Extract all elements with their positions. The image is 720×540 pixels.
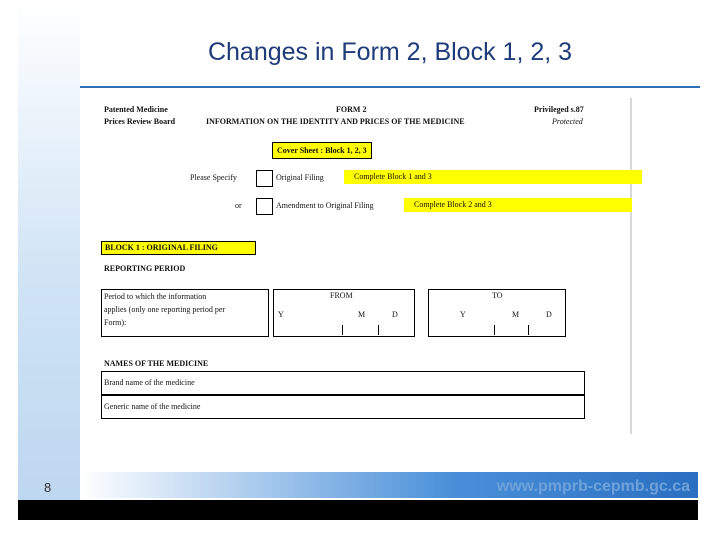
- from-month-label: M: [358, 310, 366, 319]
- from-divider-1: [342, 325, 343, 335]
- block1-label: BLOCK 1 : ORIGINAL FILING: [101, 241, 256, 255]
- slide-title: Changes in Form 2, Block 1, 2, 3: [207, 38, 573, 66]
- org-line-2: Prices Review Board: [104, 117, 176, 126]
- to-day-label: D: [546, 310, 552, 319]
- please-specify-label: Please Specify: [190, 173, 237, 182]
- period-text-line-3: Form):: [104, 318, 127, 327]
- form-title: FORM 2: [336, 105, 367, 114]
- complete-block-1-3-note: Complete Block 1 and 3: [344, 170, 642, 184]
- names-heading: NAMES OF THE MEDICINE: [104, 359, 209, 368]
- to-label: TO: [492, 291, 503, 300]
- footer-url: www.pmprb-cepmb.gc.ca: [496, 478, 690, 495]
- or-label: or: [235, 201, 242, 210]
- period-text-line-2: applies (only one reporting period per: [104, 305, 226, 314]
- privileged-label: Privileged s.87: [534, 105, 584, 114]
- from-divider-2: [378, 325, 379, 335]
- title-underline: [80, 86, 700, 88]
- brand-name-label: Brand name of the medicine: [104, 378, 195, 387]
- to-year-label: Y: [460, 310, 466, 319]
- complete-block-2-3-note: Complete Block 2 and 3: [404, 198, 632, 212]
- original-filing-checkbox[interactable]: [256, 170, 273, 187]
- original-filing-label: Original Filing: [276, 173, 324, 182]
- period-text-line-1: Period to which the information: [104, 292, 207, 301]
- from-day-label: D: [392, 310, 398, 319]
- amendment-checkbox[interactable]: [256, 198, 273, 215]
- page-number: 8: [44, 480, 52, 495]
- org-line-1: Patented Medicine: [104, 105, 168, 114]
- bottom-black-strip: [18, 500, 698, 520]
- page-edge-line: [630, 98, 632, 434]
- from-year-label: Y: [278, 310, 284, 319]
- cover-sheet-label: Cover Sheet : Block 1, 2, 3: [272, 142, 372, 159]
- generic-name-label: Generic name of the medicine: [104, 402, 201, 411]
- to-divider-1: [494, 325, 495, 335]
- form-subtitle: INFORMATION ON THE IDENTITY AND PRICES OF THE MEDICINE: [206, 117, 465, 126]
- amendment-label: Amendment to Original Filing: [276, 201, 374, 210]
- protected-label: Protected: [552, 117, 583, 126]
- to-month-label: M: [512, 310, 520, 319]
- to-divider-2: [528, 325, 529, 335]
- reporting-period-heading: REPORTING PERIOD: [104, 264, 186, 273]
- from-label: FROM: [330, 291, 353, 300]
- form-2-image: [96, 98, 636, 438]
- left-decorative-bar: [18, 0, 80, 520]
